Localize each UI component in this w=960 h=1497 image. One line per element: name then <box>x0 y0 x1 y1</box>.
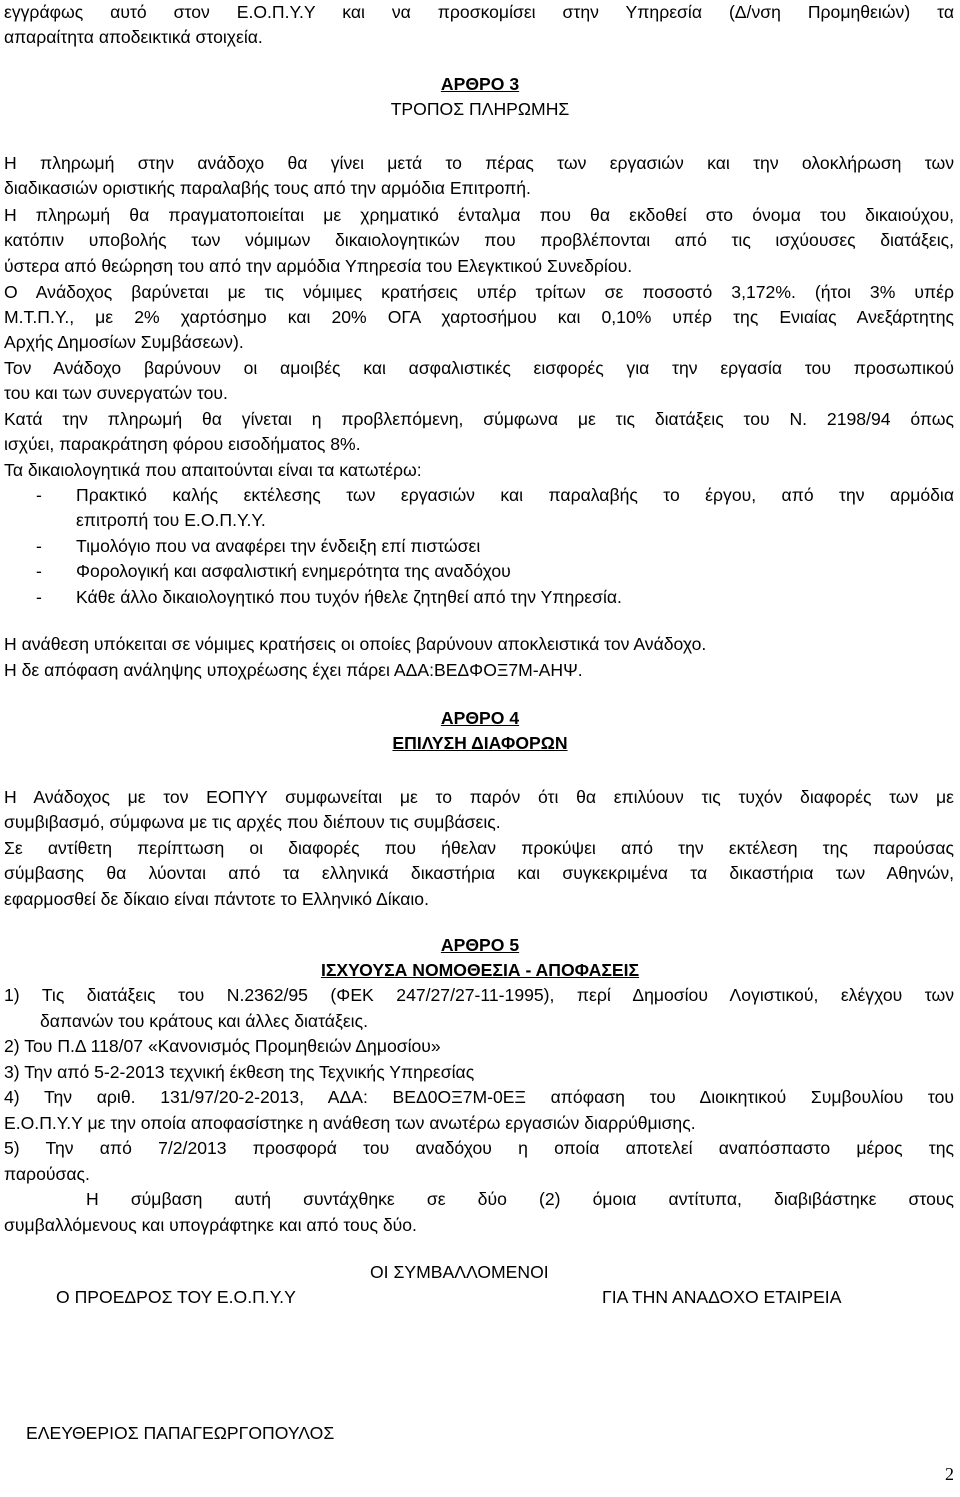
text-line: Η πληρωμή στην ανάδοχο θα γίνει μετά το πέρας των εργασιών και την ολοκλήρωση των <box>4 153 954 173</box>
bullet-item: Πρακτικό καλής εκτέλεσης των εργασιών και παραλαβής το έργου, από την αρμόδια <box>76 485 954 505</box>
text-line: του και των συνεργατών του. <box>4 383 228 403</box>
text-line: απαραίτητα αποδεικτικά στοιχεία. <box>4 27 263 47</box>
text-line: ύστερα από θεώρηση του από την αρμόδια Υπηρεσία του Ελεγκτικού Συνεδρίου. <box>4 256 633 276</box>
bullet-item: Κάθε άλλο δικαιολογητικό που τυχόν ήθελε ζητηθεί από την Υπηρεσία. <box>76 587 622 607</box>
bullet-dash: - <box>36 561 42 581</box>
text-line: Η πληρωμή θα πραγματοποιείται με χρηματικό ένταλμα που θα εκδοθεί στο όνομα του δικαιούχου, <box>4 205 954 225</box>
article-4-title: ΑΡΘΡΟ 4 <box>440 708 520 728</box>
text-line: κατόπιν υποβολής των νόμιμων δικαιολογητικών που προβλέπονται από τις ισχύουσες διατάξεις, <box>4 230 954 250</box>
bullet-item: Φορολογική και ασφαλιστική ενημερότητα της αναδόχου <box>76 561 511 581</box>
text-line: Ε.Ο.Π.Υ.Υ με την οποία αποφασίστηκε η ανάθεση των ανωτέρω εργασιών διαρρύθμισης. <box>4 1113 696 1133</box>
article-5-subtitle: ΙΣΧΥΟΥΣΑ ΝΟΜΟΘΕΣΙΑ - ΑΠΟΦΑΣΕΙΣ <box>320 960 640 980</box>
text-line: συμβιβασμό, σύμφωνα με τις αρχές που διέπουν τις συμβάσεις. <box>4 812 501 832</box>
text-line: Τον Ανάδοχο βαρύνουν οι αμοιβές και ασφαλιστικές εισφορές για την εργασία του προσωπικού <box>4 358 954 378</box>
page-number: 2 <box>945 1464 954 1484</box>
text-line: Η ανάθεση υπόκειται σε νόμιμες κρατήσεις οι οποίες βαρύνουν αποκλειστικά τον Ανάδοχο. <box>4 634 707 654</box>
bullet-dash: - <box>36 587 42 607</box>
text-line: 1) Τις διατάξεις του Ν.2362/95 (ΦΕΚ 247/27/27-11-1995), περί Δημοσίου Λογιστικού, ελέγχου των <box>4 985 954 1005</box>
text-line: Σε αντίθετη περίπτωση οι διαφορές που ήθελαν προκύψει από την εκτέλεση της παρούσας <box>4 838 954 858</box>
article-3-title: ΑΡΘΡΟ 3 <box>440 74 520 94</box>
text-line: ισχύει, παρακράτηση φόρου εισοδήματος 8%. <box>4 434 361 454</box>
article-4-subtitle: ΕΠΙΛΥΣΗ ΔΙΑΦΟΡΩΝ <box>392 733 568 753</box>
signatures-heading: ΟΙ ΣΥΜΒΑΛΛΟΜΕΝΟΙ <box>370 1262 549 1282</box>
text-line: Αρχής Δημοσίων Συμβάσεων). <box>4 332 244 352</box>
text-line: σύμβασης θα λύονται από τα ελληνικά δικαστήρια και συγκεκριμένα τα δικαστήρια των Αθηνών, <box>4 863 954 883</box>
article-5-title: ΑΡΘΡΟ 5 <box>440 935 520 955</box>
bullet-dash: - <box>36 536 42 556</box>
text-line: Μ.Τ.Π.Υ., με 2% χαρτόσημο και 20% ΟΓΑ χαρτοσήμου και 0,10% υπέρ της Ενιαίας Ανεξάρτητης <box>4 307 954 327</box>
text-line: Η Ανάδοχος με τον ΕΟΠΥΥ συμφωνείται με το παρόν ότι θα επιλύουν τις τυχόν διαφορές των με <box>4 787 954 807</box>
text-line: 5) Την από 7/2/2013 προσφορά του αναδόχου η οποία αποτελεί αναπόσπαστο μέρος της <box>4 1138 954 1158</box>
text-line: διαδικασιών οριστικής παραλαβής τους από την αρμόδια Επιτροπή. <box>4 178 531 198</box>
text-line: Η σύμβαση αυτή συντάχθηκε σε δύο (2) όμοια αντίτυπα, διαβιβάστηκε στους <box>86 1189 954 1209</box>
bullet-item: Τιμολόγιο που να αναφέρει την ένδειξη επί πιστώσει <box>76 536 481 556</box>
text-line: Η δε απόφαση ανάληψης υποχρέωσης έχει πάρει ΑΔΑ:ΒΕΔΦΟΞ7Μ-ΑΗΨ. <box>4 660 583 680</box>
text-line: Τα δικαιολογητικά που απαιτούνται είναι τα κατωτέρω: <box>4 460 422 480</box>
text-line: 4) Την αριθ. 131/97/20-2-2013, ΑΔΑ: ΒΕΔ0ΟΞ7Μ-0ΕΞ απόφαση του Διοικητικού Συμβουλίου του <box>4 1087 954 1107</box>
signature-left-title: Ο ΠΡΟΕΔΡΟΣ ΤΟΥ Ε.Ο.Π.Υ.Υ <box>56 1287 296 1307</box>
signatory-name: ΕΛΕΥΘΕΡΙΟΣ ΠΑΠΑΓΕΩΡΓΟΠΟΥΛΟΣ <box>26 1423 335 1443</box>
text-line: παρούσας. <box>4 1164 90 1184</box>
text-line: Κατά την πληρωμή θα γίνεται η προβλεπόμενη, σύμφωνα με τις διατάξεις του Ν. 2198/94 όπως <box>4 409 954 429</box>
text-line: δαπανών του κράτους και άλλες διατάξεις. <box>40 1011 368 1031</box>
bullet-item-continuation: επιτροπή του Ε.Ο.Π.Υ.Υ. <box>76 510 266 530</box>
text-line: εγγράφως αυτό στον Ε.Ο.Π.Υ.Υ και να προσκομίσει στην Υπηρεσία (Δ/νση Προμηθειών) τα <box>4 2 954 22</box>
signature-right-title: ΓΙΑ ΤΗΝ ΑΝΑΔΟΧΟ ΕΤΑΙΡΕΙΑ <box>602 1287 842 1307</box>
article-3-subtitle: ΤΡΟΠΟΣ ΠΛΗΡΩΜΗΣ <box>390 99 570 119</box>
text-line: 3) Την από 5-2-2013 τεχνική έκθεση της Τεχνικής Υπηρεσίας <box>4 1062 475 1082</box>
text-line: συμβαλλόμενους και υπογράφτηκε και από τους δύο. <box>4 1215 417 1235</box>
text-line: Ο Ανάδοχος βαρύνεται με τις νόμιμες κρατήσεις υπέρ τρίτων σε ποσοστό 3,172%. (ήτοι 3% υπέρ <box>4 282 954 302</box>
bullet-dash: - <box>36 485 42 505</box>
text-line: 2) Του Π.Δ 118/07 «Κανονισμός Προμηθειών Δημοσίου» <box>4 1036 441 1056</box>
text-line: εφαρμοσθεί δε δίκαιο είναι πάντοτε το Ελληνικό Δίκαιο. <box>4 889 429 909</box>
